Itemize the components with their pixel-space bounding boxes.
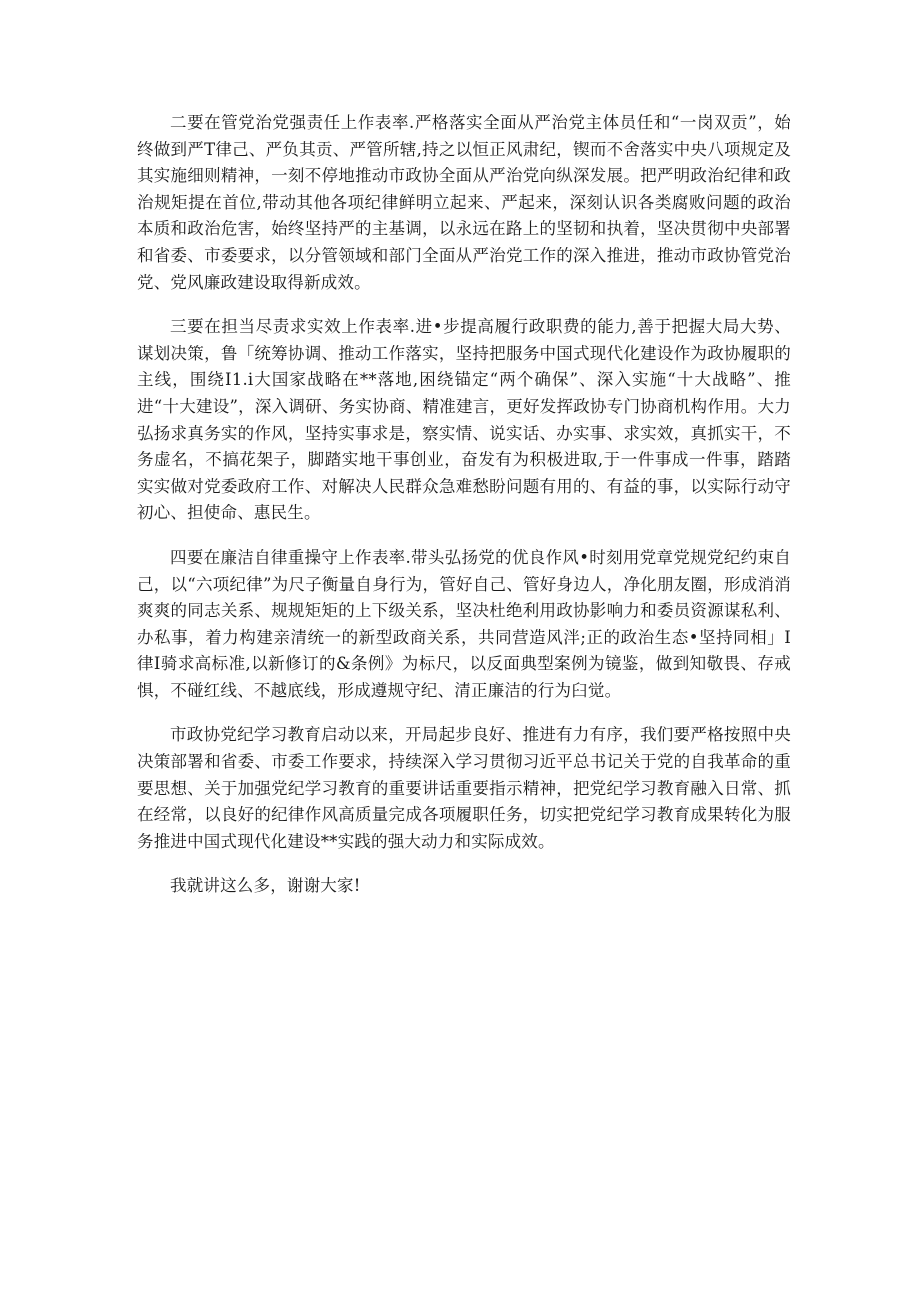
paragraph-discipline-education: 市政协党纪学习教育启动以来，开局起步良好、推进有力有序，我们要严格按照中央决策部署和省委、市委工作要求，持续深入学习贯彻习近平总书记关于党的自我革命的重要思想、关于加强党纪学习教育的重要讲话重要指示精神，把党纪学习教育融入日常、抓在经常，以良好的纪律作风高质量完成各项履职任务，切实把党纪学习教育成果转化为服务推进中国式现代化建设**实践的强大动力和实际成效。: [137, 725, 791, 851]
document-body: [137, 110, 791, 918]
paragraph-closing: 我就讲这么多，谢谢大家!: [170, 876, 361, 896]
paragraph-integrity: 四要在廉洁自律重操守上作表率.带头弘扬党的优良作风•时刻用党章党规党纪约束自己，以“六项纪律”为尺子衡量自身行为，管好自己、管好身边人，净化朋友圈，形成消消爽爽的同志关系、规规矩矩的上下级关系，坚决杜绝利用政协影响力和委员资源谋私利、办私事，着力构建亲清统一的新型政商关系，共同营造风泮;正的政治生态•坚持同相」I律I骑求高标准,以新修订的&条例》为标尺，以反面典型案例为镜鉴，做到知敬畏、存戒惧，不碰红线、不越底线，形成遵规守纪、清正廉洁的行为臼觉。: [137, 547, 791, 700]
paragraph-responsibility: 三要在担当尽责求实效上作表率.进•步提高履行政职费的能力,善于把握大局大势、谋划决策，鲁「统筹协调、推动工作落实，坚持把服务中国式现代化建设作为政协履职的主线，围绕I1.i大国家战略在**落地,困绕锚定“两个确保”、深入实施“十大战略”、推进“十大建设”，深入调研、务实协商、精准建言，更好发挥政协专门协商机构作用。大力弘扬求真务实的作风，坚持实事求是，察实情、说实话、办实事、求实效，真抓实干，不务虚名，不搞花架子，脚踏实地干事创业，奋发有为积极进取,于一件事成一件事，踏踏实实做对党委政府工作、对解决人民群众急难愁盼问题有用的、有益的事，以实际行动守初心、担使命、惠民生。: [137, 317, 791, 523]
paragraph-party-governance: 二要在管党治党强责任上作表率.严格落实全面从严治党主体员任和“一岗双贡”，始终做到严T律己、严负其贡、严管所辖,持之以恒正风肃纪，锲而不舍落实中央八项规定及其实施细则精神，一刻不停地推动市政协全面从严治党向纵深发展。把严明政治纪律和政治规矩提在首位,带动其他各项纪律鲜明立起来、严起来，深刻认识各类腐败问题的政治本质和政治危害，始终坚持严的主基调，以永远在路上的坚韧和执着，坚决贯彻中央部署和省委、市委要求，以分管领域和部门全面从严治党工作的深入推进，推动市政协管党治党、党风廉政建设取得新成效。: [137, 113, 791, 292]
